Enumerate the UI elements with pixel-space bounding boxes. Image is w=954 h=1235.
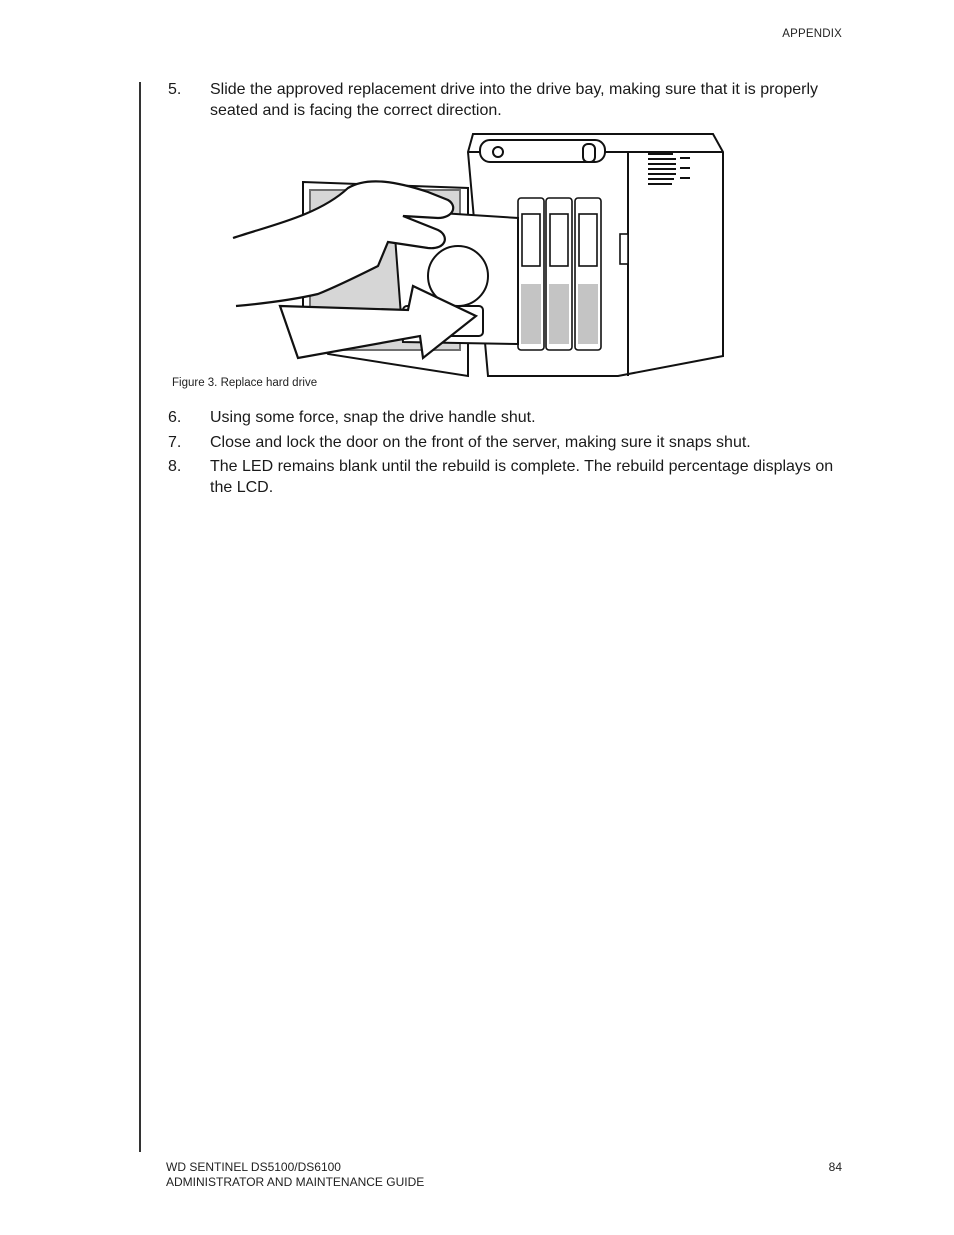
step-text: The LED remains blank until the rebuild is complete. The rebuild percentage displays on the LCD. bbox=[210, 458, 834, 496]
page-number: 84 bbox=[828, 1160, 842, 1174]
step-text: Slide the approved replacement drive into the drive bay, making sure that it is properly seated and is facing the correct direction. bbox=[210, 81, 819, 119]
drive-bay-vents bbox=[521, 284, 598, 344]
section-header: APPENDIX bbox=[782, 28, 842, 40]
step-text: Using some force, snap the drive handle shut. bbox=[210, 409, 536, 426]
step-text: Close and lock the door on the front of the server, making sure it snaps shut. bbox=[210, 434, 751, 451]
footer-product: WD SENTINEL DS5100/DS6100 bbox=[166, 1160, 341, 1174]
list-item-step-5 bbox=[168, 79, 848, 121]
list-item-step-8 bbox=[168, 456, 848, 498]
replace-hard-drive-illustration bbox=[228, 126, 728, 380]
figure-caption: Figure 3. Replace hard drive bbox=[172, 377, 318, 389]
step-number: 5. bbox=[168, 81, 182, 98]
list-item-step-7 bbox=[168, 432, 848, 453]
side-latch bbox=[620, 234, 628, 264]
step-number: 8. bbox=[168, 458, 182, 475]
footer-guide: ADMINISTRATOR AND MAINTENANCE GUIDE bbox=[166, 1175, 425, 1189]
list-item-step-6 bbox=[168, 407, 848, 428]
footer-title bbox=[166, 1160, 424, 1190]
step-number: 7. bbox=[168, 434, 182, 451]
step-number: 6. bbox=[168, 409, 182, 426]
margin-rule bbox=[139, 82, 141, 1152]
